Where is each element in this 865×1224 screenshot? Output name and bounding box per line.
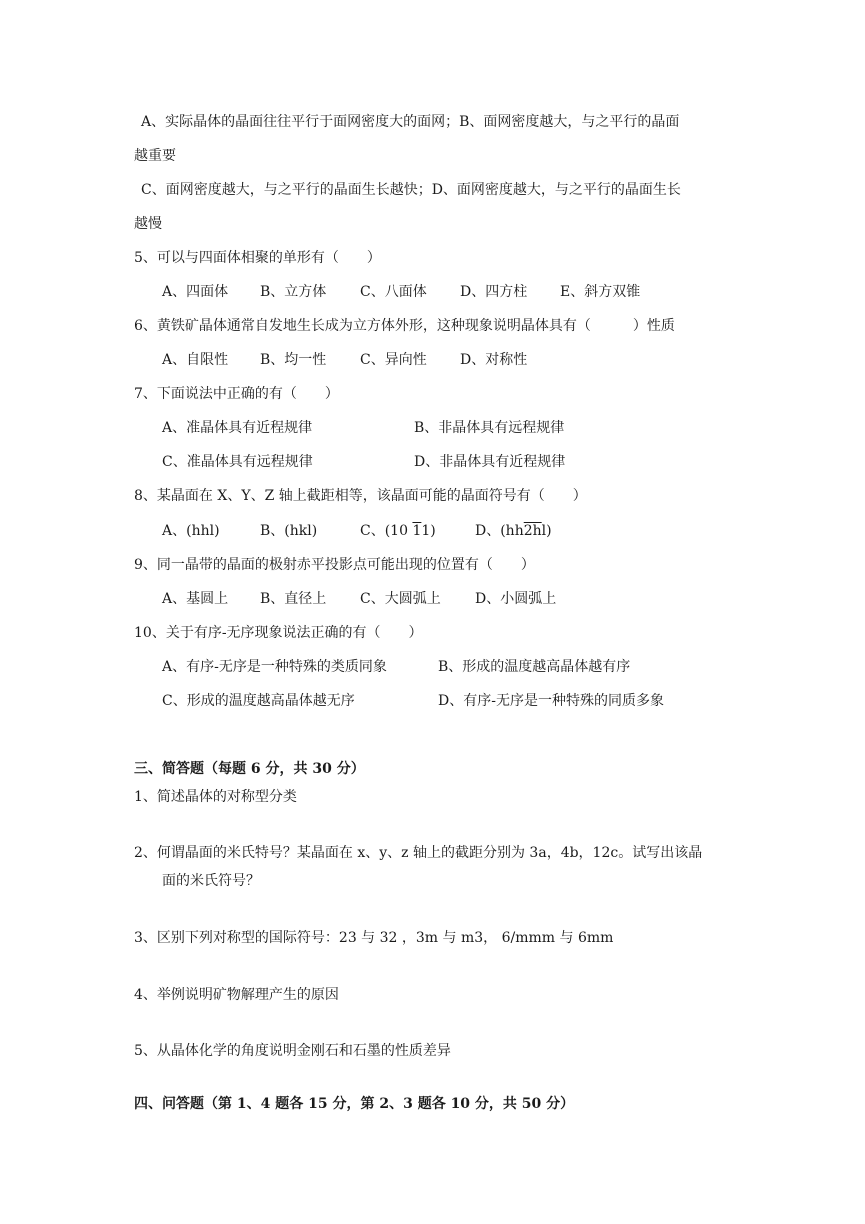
- q5-option-e: E、斜方双锥: [560, 284, 641, 300]
- section-3-item-3: 3、区别下列对称型的国际符号：23 与 32 ，3m 与 m3， 6/mmm 与 6mm: [134, 930, 614, 946]
- q10-option-a: A、有序-无序是一种特殊的类质同象: [162, 659, 387, 675]
- q9-option-b: B、直径上: [260, 591, 327, 607]
- option-line-cd-cont: 越慢: [134, 216, 162, 232]
- q6-option-c: C、异向性: [360, 352, 427, 368]
- q9-option-a: A、基圆上: [162, 591, 229, 607]
- q7-option-a: A、准晶体具有近程规律: [162, 420, 313, 436]
- option-line-cd: C、面网密度越大，与之平行的晶面生长越快；D、面网密度越大，与之平行的晶面生长: [141, 182, 681, 198]
- question-9-stem: 9、同一晶带的晶面的极射赤平投影点可能出现的位置有（ ）: [134, 557, 535, 573]
- q10-option-b: B、形成的温度越高晶体越有序: [438, 659, 631, 675]
- q8-option-b: B、(hkl): [260, 523, 318, 539]
- q6-option-d: D、对称性: [460, 352, 528, 368]
- q8-option-c-suffix: 1): [421, 523, 436, 539]
- section-3-item-4: 4、举例说明矿物解理产生的原因: [134, 987, 339, 1003]
- section-3-item-1: 1、简述晶体的对称型分类: [134, 789, 297, 805]
- q8-option-d: [475, 521, 552, 541]
- q6-option-b: B、均一性: [260, 352, 327, 368]
- question-8-stem: 8、某晶面在 X、Y、Z 轴上截距相等，该晶面可能的晶面符号有（ ）: [134, 488, 587, 504]
- q10-option-c: C、形成的温度越高晶体越无序: [162, 693, 355, 709]
- question-6-stem: 6、黄铁矿晶体通常自发地生长成为立方体外形，这种现象说明晶体具有（ ）性质: [134, 318, 675, 334]
- question-10-stem: 10、关于有序-无序现象说法正确的有（ ）: [134, 625, 423, 641]
- q8-option-d-prefix: D、(hh: [475, 523, 524, 539]
- q8-option-d-suffix: l): [541, 523, 552, 539]
- section-3-item-2-cont: 面的米氏符号？: [162, 873, 260, 889]
- question-7-stem: 7、下面说法中正确的有（ ）: [134, 386, 339, 402]
- q5-option-d: D、四方柱: [460, 284, 528, 300]
- q9-option-c: C、大圆弧上: [360, 591, 441, 607]
- q6-option-a: A、自限性: [162, 352, 229, 368]
- q7-option-d: D、非晶体具有近程规律: [414, 454, 566, 470]
- q5-option-a: A、四面体: [162, 284, 229, 300]
- section-3-heading: 三、简答题（每题 6 分，共 30 分）: [134, 761, 365, 777]
- question-5-stem: 5、可以与四面体相聚的单形有（ ）: [134, 250, 381, 266]
- q7-option-b: B、非晶体具有远程规律: [414, 420, 565, 436]
- q5-option-b: B、立方体: [260, 284, 327, 300]
- section-3-item-5: 5、从晶体化学的角度说明金刚石和石墨的性质差异: [134, 1043, 451, 1059]
- q7-option-c: C、准晶体具有远程规律: [162, 454, 313, 470]
- q8-option-c: [360, 521, 436, 541]
- q8-option-a: A、(hhl): [162, 523, 220, 539]
- q5-option-c: C、八面体: [360, 284, 427, 300]
- q8-option-c-prefix: C、(10: [360, 523, 408, 539]
- option-line-ab: A、实际晶体的晶面往往平行于面网密度大的面网；B、面网密度越大，与之平行的晶面: [141, 114, 680, 130]
- q10-option-d: D、有序-无序是一种特殊的同质多象: [438, 693, 664, 709]
- section-4-heading: 四、问答题（第 1、4 题各 15 分，第 2、3 题各 10 分，共 50 分）: [134, 1096, 575, 1112]
- q9-option-d: D、小圆弧上: [475, 591, 557, 607]
- q8-option-c-bar-index: 1: [412, 523, 422, 539]
- option-line-ab-cont: 越重要: [134, 148, 176, 164]
- section-3-item-2: 2、何谓晶面的米氏特号？某晶面在 x、y、z 轴上的截距分别为 3a，4b，12c。试写出该晶: [134, 845, 703, 861]
- q8-option-d-bar-index: 2h: [523, 523, 542, 539]
